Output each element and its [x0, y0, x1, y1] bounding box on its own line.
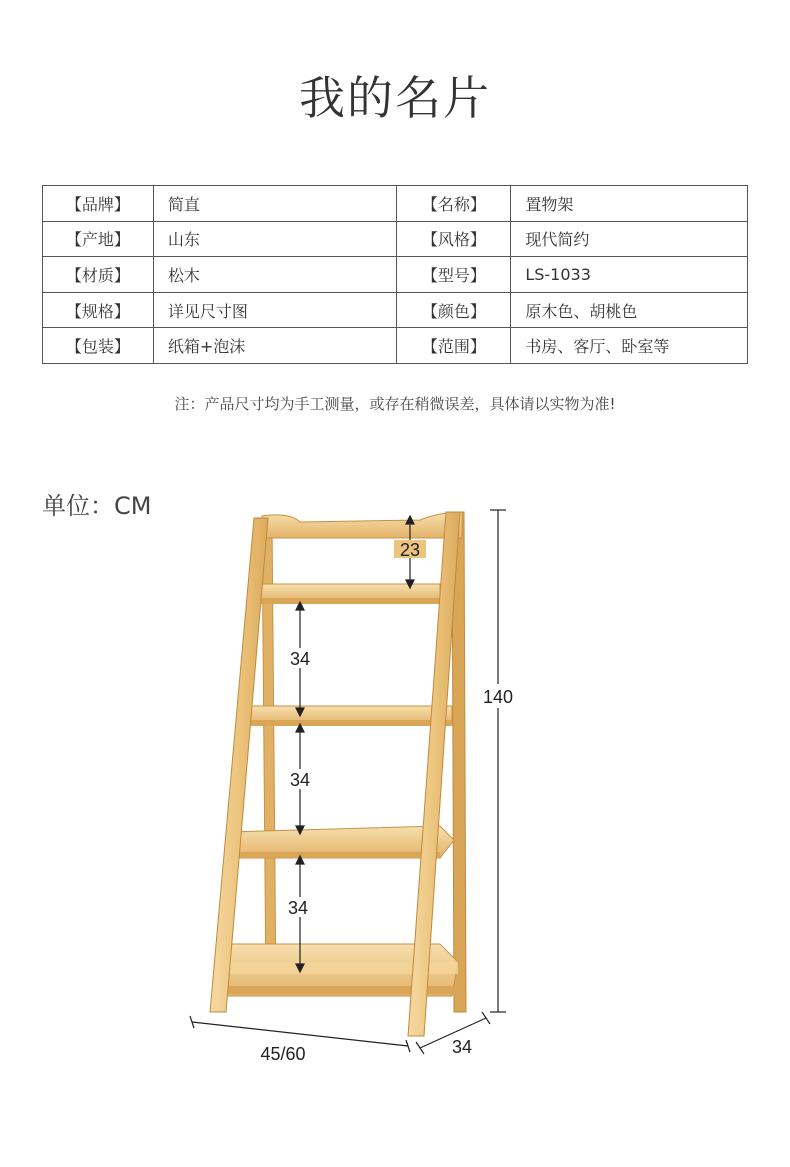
dim-shelf-gap-1-label: 34 — [289, 649, 311, 669]
shelf-2 — [238, 706, 452, 726]
spec-key: 【产地】 — [43, 221, 154, 257]
spec-key: 【名称】 — [397, 186, 511, 222]
measurement-note: 注：产品尺寸均为手工测量，或存在稍微误差，具体请以实物为准! — [174, 395, 616, 413]
spec-key: 【规格】 — [43, 292, 154, 328]
spec-value: 现代简约 — [511, 221, 748, 257]
spec-value: 书房、客厅、卧室等 — [511, 328, 748, 364]
table-row — [43, 292, 748, 328]
spec-key: 【型号】 — [397, 257, 511, 293]
spec-key: 【颜色】 — [397, 292, 511, 328]
spec-value: 简直 — [153, 186, 397, 222]
spec-table — [42, 185, 748, 364]
spec-value: 原木色、胡桃色 — [511, 292, 748, 328]
table-row — [43, 221, 748, 257]
spec-key: 【包装】 — [43, 328, 154, 364]
dim-shelf-gap-3-label: 34 — [287, 898, 309, 918]
spec-key: 【材质】 — [43, 257, 154, 293]
page-title: 我的名片 — [299, 71, 491, 125]
dim-top-gap-label: 23 — [399, 540, 421, 560]
spec-value: LS-1033 — [511, 257, 748, 293]
table-row — [43, 328, 748, 364]
top-back-board — [262, 512, 462, 538]
spec-value: 纸箱+泡沫 — [153, 328, 397, 364]
spec-value: 详见尺寸图 — [153, 292, 397, 328]
spec-key: 【品牌】 — [43, 186, 154, 222]
shelf-dimension-figure — [0, 480, 790, 1080]
spec-value: 山东 — [153, 221, 397, 257]
front-left-leg — [210, 518, 268, 1012]
table-row — [43, 257, 748, 293]
shelf-3 — [228, 826, 454, 858]
dim-shelf-gap-2-label: 34 — [289, 770, 311, 790]
dim-height-label: 140 — [482, 687, 514, 707]
spec-value: 置物架 — [511, 186, 748, 222]
dim-height-line — [490, 510, 506, 1012]
shelf-1 — [248, 584, 440, 604]
unit-label: 单位：CM — [42, 492, 152, 520]
spec-key: 【范围】 — [397, 328, 511, 364]
spec-key: 【风格】 — [397, 221, 511, 257]
dim-width-label: 45/60 — [260, 1044, 306, 1064]
dim-depth-label: 34 — [451, 1037, 473, 1057]
spec-value: 松木 — [153, 257, 397, 293]
table-row — [43, 186, 748, 222]
